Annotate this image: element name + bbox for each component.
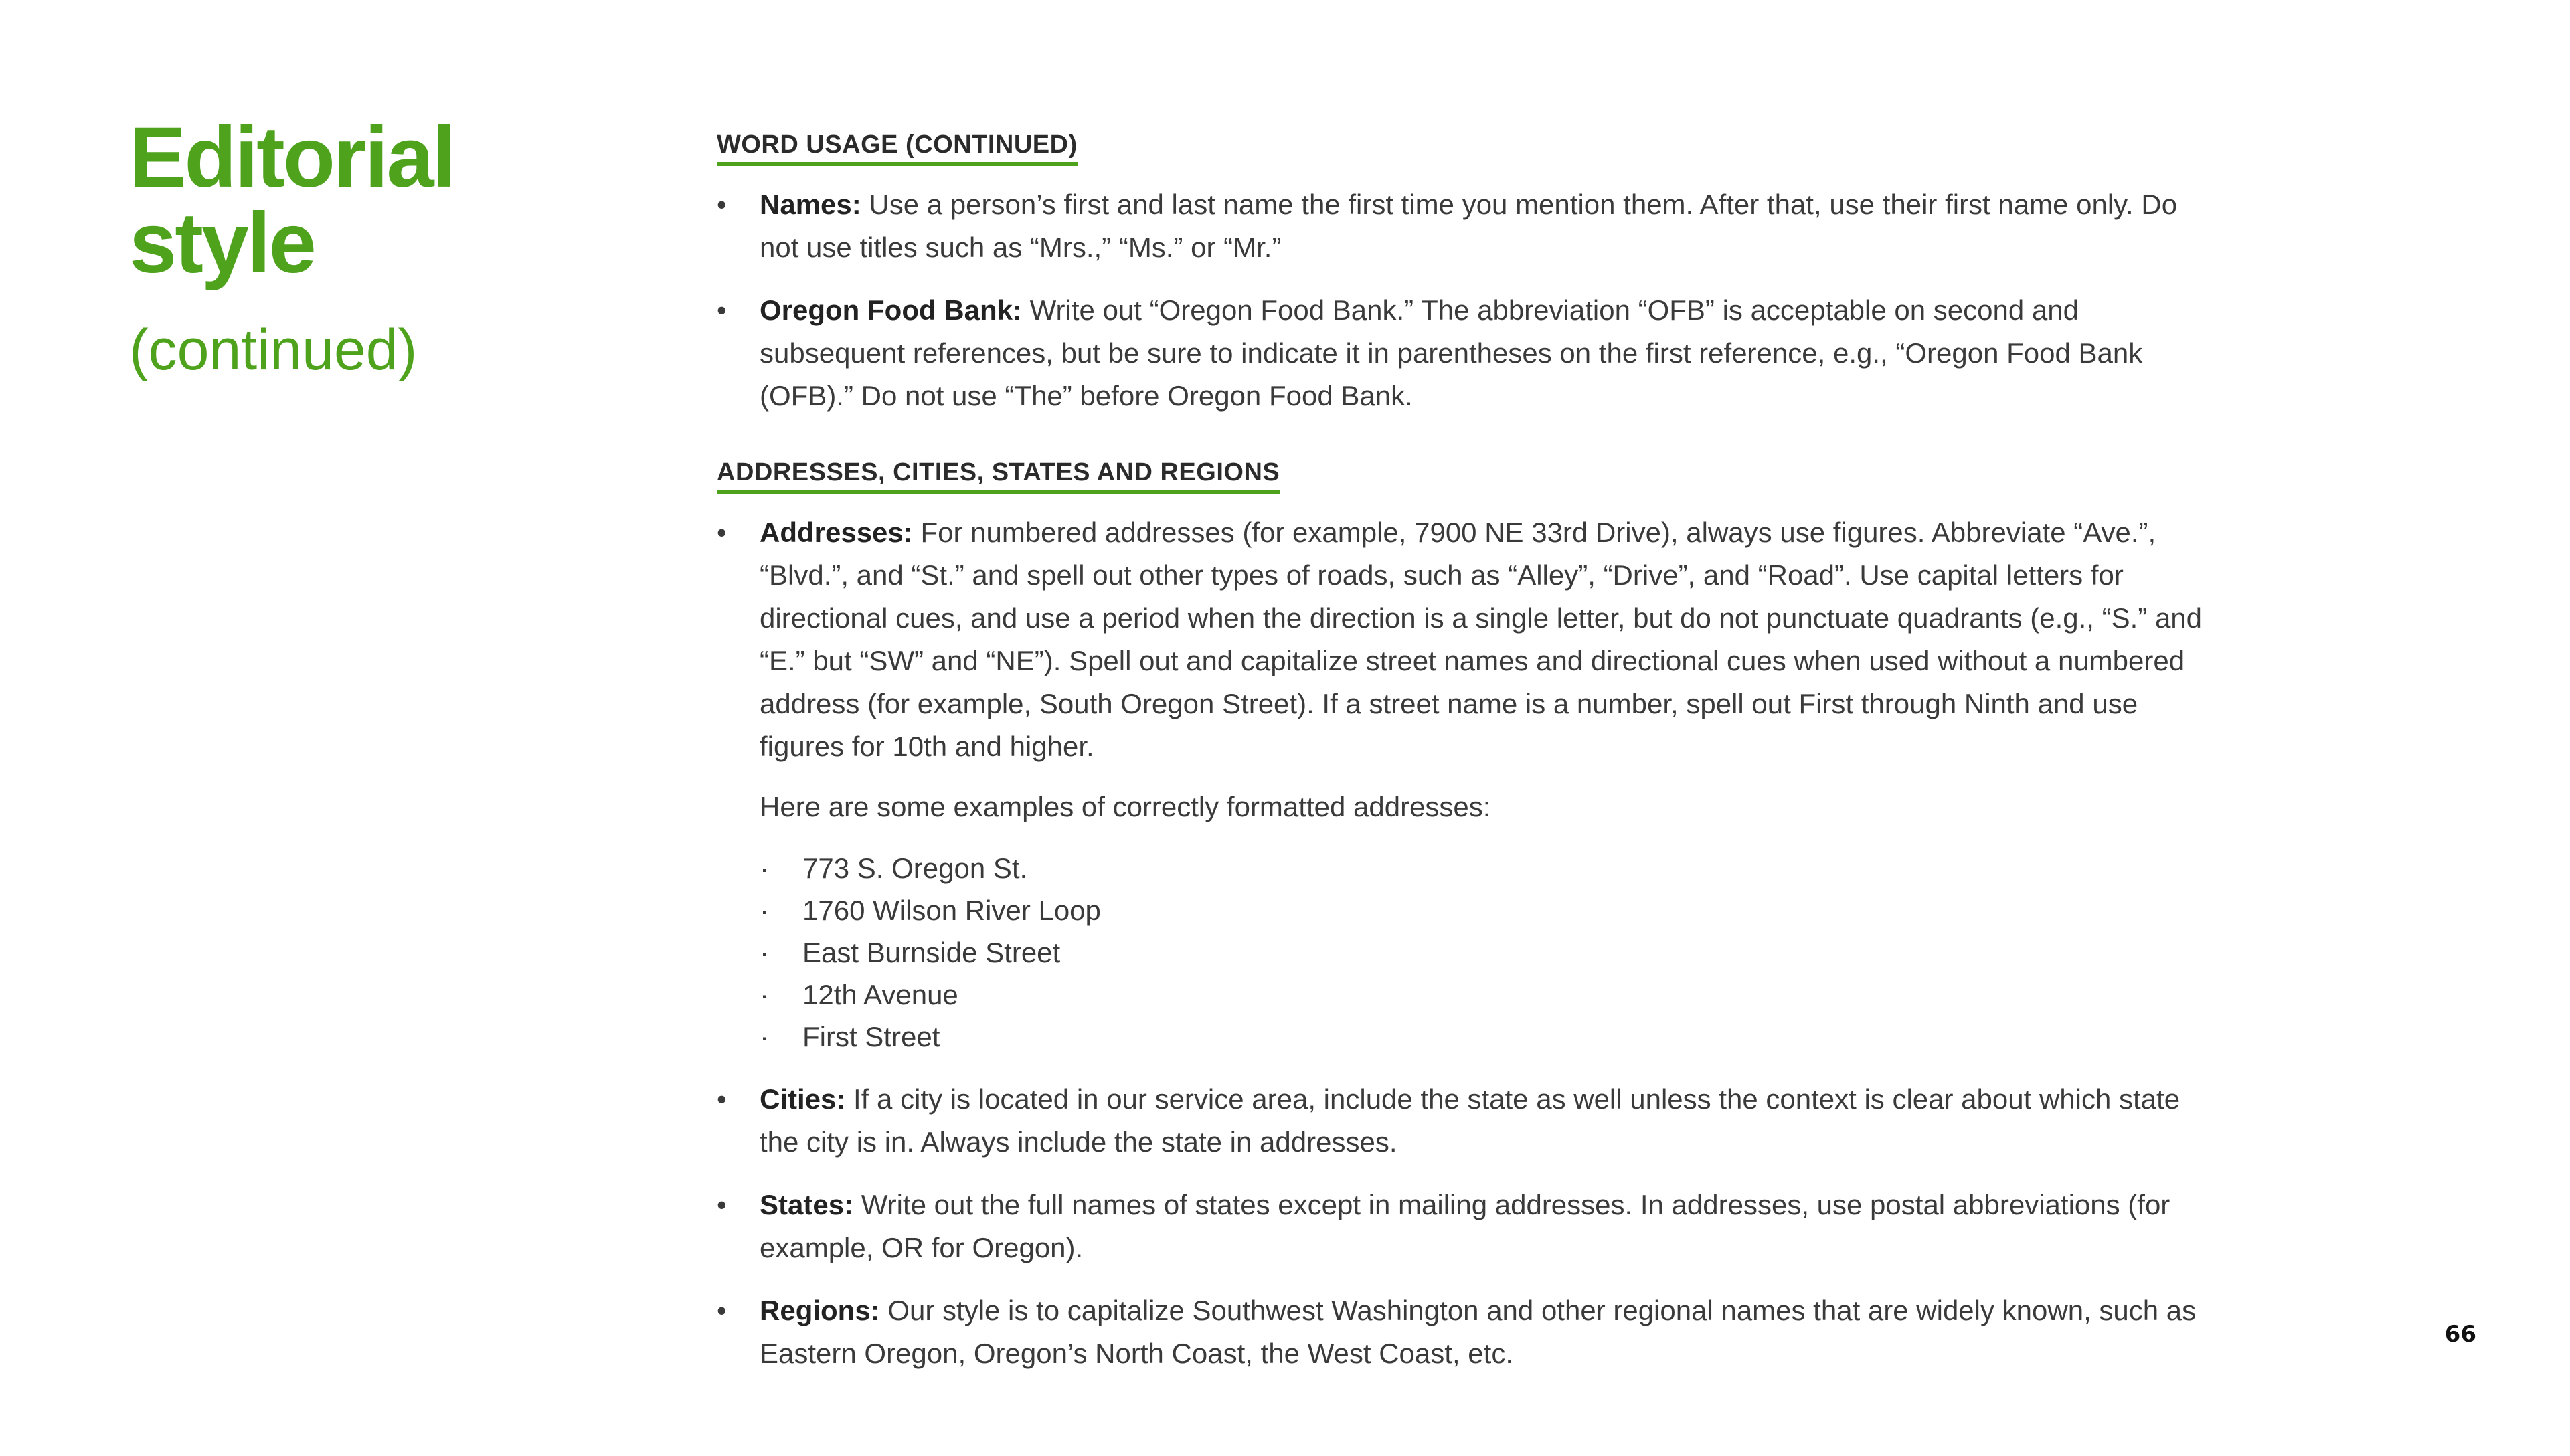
item-term: Oregon Food Bank: bbox=[760, 294, 1022, 326]
example-address: 1760 Wilson River Loop bbox=[802, 895, 1101, 926]
item-term: Addresses: bbox=[760, 517, 913, 548]
section-heading: ADDRESSES, CITIES, STATES AND REGIONS bbox=[717, 455, 1280, 494]
bullet-marker: • bbox=[717, 294, 727, 326]
bullet-list bbox=[717, 183, 2209, 418]
list-item-regions bbox=[717, 1289, 2209, 1375]
section-word-usage bbox=[717, 127, 2209, 418]
list-item-cities bbox=[717, 1078, 2209, 1164]
bullet-marker: • bbox=[717, 1295, 727, 1326]
section-addresses bbox=[717, 455, 2209, 1375]
bullet-marker: • bbox=[717, 189, 727, 220]
address-examples-list bbox=[760, 847, 2209, 1058]
main-content bbox=[717, 127, 2209, 1395]
example-marker: · bbox=[760, 852, 769, 884]
bullet-marker: • bbox=[717, 517, 727, 548]
list-item bbox=[760, 889, 2209, 931]
list-item bbox=[760, 847, 2209, 889]
page-number: 66 bbox=[2444, 1321, 2476, 1348]
example-marker: · bbox=[760, 979, 769, 1010]
example-marker: · bbox=[760, 1021, 769, 1053]
item-term: Cities: bbox=[760, 1083, 846, 1115]
item-text: Use a person’s first and last name the first time you mention them. After that, use their first name only. Do not use titles such as “Mrs.,” “Ms.” or “Mr.” bbox=[760, 189, 2178, 263]
item-term: Names: bbox=[760, 189, 861, 220]
example-address: 773 S. Oregon St. bbox=[802, 852, 1028, 884]
example-address: 12th Avenue bbox=[802, 979, 958, 1010]
list-item-states bbox=[717, 1184, 2209, 1269]
item-text: For numbered addresses (for example, 7900 NE 33rd Drive), always use figures. Abbreviate “Ave.”, “Blvd.”, and “St.” and spell out other types of roads, such as “Alley”, “Drive”, and “Road”. Use capital letters for directional cues, and use a period when the direction is a single letter, but do not punctuate quadrants (e.g., “S.” and “E.” but “SW” and “NE”). Spell out and capitalize street names and directional cues when used without a numbered address (for example, South Oregon Street). If a street name is a number, spell out First through Ninth and use figures for 10th and higher. bbox=[760, 517, 2203, 762]
bullet-marker: • bbox=[717, 1189, 727, 1220]
list-item-addresses bbox=[717, 511, 2209, 1058]
list-item-oregon-food-bank bbox=[717, 289, 2209, 418]
list-item-names bbox=[717, 183, 2209, 269]
bullet-marker: • bbox=[717, 1083, 727, 1115]
title-line-1: Editorial bbox=[129, 110, 454, 205]
examples-intro: Here are some examples of correctly formatted addresses: bbox=[760, 791, 1491, 822]
item-text: Write out the full names of states except in mailing addresses. In addresses, use postal abbreviations (for example, OR for Oregon). bbox=[760, 1189, 2170, 1263]
bullet-list bbox=[717, 511, 2209, 1375]
section-heading: WORD USAGE (CONTINUED) bbox=[717, 127, 1078, 166]
list-item bbox=[760, 974, 2209, 1016]
list-item bbox=[760, 931, 2209, 974]
item-text: Write out “Oregon Food Bank.” The abbreviation “OFB” is acceptable on second and subsequent references, but be sure to indicate it in parentheses on the first reference, e.g., “Oregon Food Bank (OFB).” Do not use “The” before Oregon Food Bank. bbox=[760, 294, 2143, 412]
page-title bbox=[129, 110, 454, 291]
example-address: First Street bbox=[802, 1021, 940, 1053]
title-line-2: style bbox=[129, 195, 315, 291]
example-marker: · bbox=[760, 937, 769, 968]
example-marker: · bbox=[760, 895, 769, 926]
item-text: Our style is to capitalize Southwest Washington and other regional names that are widely known, such as Eastern Oregon, Oregon’s North Coast, the West Coast, etc. bbox=[760, 1295, 2197, 1369]
list-item bbox=[760, 1016, 2209, 1058]
item-term: States: bbox=[760, 1189, 854, 1220]
item-term: Regions: bbox=[760, 1295, 880, 1326]
example-address: East Burnside Street bbox=[802, 937, 1061, 968]
item-text: If a city is located in our service area, include the state as well unless the context is clear about which state the city is in. Always include the state in addresses. bbox=[760, 1083, 2180, 1158]
page-subtitle: (continued) bbox=[129, 318, 418, 382]
